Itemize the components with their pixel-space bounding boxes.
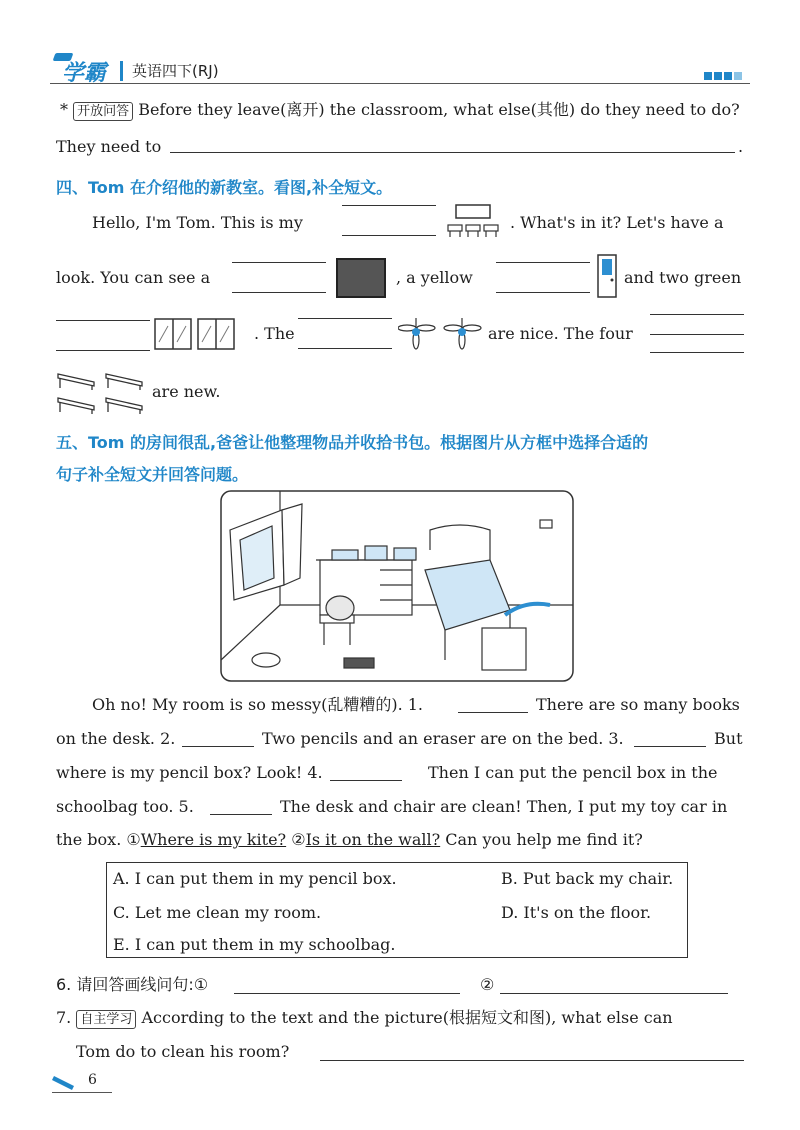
s5-text: Can you help me find it? [445,830,643,849]
option-e: E. I can put them in my schoolbag. [113,935,396,954]
desks-icon [54,366,148,416]
underlined-question-1: Where is my kite? [140,830,287,849]
s5-blank-5[interactable] [210,814,272,815]
underlined-question-2: Is it on the wall? [305,830,441,849]
pen-icon [52,1072,82,1092]
s5-text: There are so many books [536,695,740,714]
open-answer-prefix: They need to [56,137,162,156]
header [50,55,750,85]
s5-text: ② [291,830,306,849]
s4-blank-3e[interactable] [650,314,744,315]
s4-text: . The [254,324,295,343]
options-box [106,862,688,958]
q6-answer-1[interactable] [234,993,460,994]
s5-text: The desk and chair are clean! Then, I put my toy car in [280,797,728,816]
q6-answer-2[interactable] [500,993,728,994]
open-answer-end: . [738,137,744,156]
graduation-cap-icon [53,53,74,61]
section5-title-1: 五、Tom 的房间很乱,爸爸让他整理物品并收拾书包。根据图片从方框中选择合适的 [56,433,649,452]
messy-room-picture [220,490,574,682]
s4-blank-3c[interactable] [298,318,392,319]
q7-answer-line[interactable] [320,1060,744,1061]
s5-text: Two pencils and an eraser are on the bed. 3. [262,729,624,748]
q6-label-2: ② [480,975,495,994]
s5-blank-4[interactable] [330,780,402,781]
section5-title-2: 句子补全短文并回答问题。 [56,465,249,484]
s4-text: . What's in it? Let's have a [510,213,724,232]
blackboard-icon [336,258,386,298]
option-a: A. I can put them in my pencil box. [113,869,397,888]
s4-blank-1b[interactable] [342,235,436,236]
open-question-tag: 开放问答 [73,102,133,121]
open-question [60,100,740,121]
q7-number: 7. [56,1008,72,1027]
s4-blank-1a[interactable] [342,205,436,206]
s5-text: the box. ① [56,830,141,849]
s4-blank-3g[interactable] [650,352,744,353]
header-rule [50,83,750,84]
s4-blank-3d[interactable] [298,348,392,349]
footer-rule [52,1092,112,1093]
q7-line [56,1008,673,1029]
s5-text: on the desk. 2. [56,729,176,748]
s4-text: Hello, I'm Tom. This is my [92,213,303,232]
subject-label: 英语四下(RJ) [132,62,219,80]
window-icon [154,318,236,350]
door-icon [596,254,618,298]
s4-text: are new. [152,382,221,401]
section4-title: 四、Tom 在介绍他的新教室。看图,补全短文。 [56,178,393,197]
s5-text: But [714,729,743,748]
s4-blank-2a[interactable] [232,262,326,263]
classroom-icon [446,203,502,239]
q7-text: According to the text and the picture(根据短文和图), what else can [141,1008,673,1027]
s5-blank-2[interactable] [182,746,254,747]
option-b: B. Put back my chair. [501,869,674,888]
s4-blank-2c[interactable] [496,262,590,263]
s4-text: and two green [624,268,742,287]
open-question-text: Before they leave(离开) the classroom, what else(其他) do they need to do? [138,100,740,119]
q6-label: 6. 请回答画线问句:① [56,975,209,994]
fan-icon [398,316,484,352]
option-d: D. It's on the floor. [501,903,652,922]
s5-text: Then I can put the pencil box in the [428,763,718,782]
brand-logo: 学霸 [62,61,107,86]
s5-text: schoolbag too. 5. [56,797,194,816]
header-squares-icon [704,65,742,84]
header-divider [120,61,123,81]
q7-text-2: Tom do to clean his room? [76,1042,290,1061]
open-answer-line[interactable] [170,152,735,153]
s5-last-line [56,830,643,850]
s4-blank-2d[interactable] [496,292,590,293]
s5-text: where is my pencil box? Look! 4. [56,763,323,782]
s4-blank-3a[interactable] [56,320,150,321]
s4-text: are nice. The four [488,324,633,343]
s4-blank-3f[interactable] [650,334,744,335]
s4-text: look. You can see a [56,268,211,287]
s5-blank-1[interactable] [458,712,528,713]
s5-text: Oh no! My room is so messy(乱糟糟的). 1. [92,695,424,714]
s4-text: , a yellow [396,268,473,287]
page-number: 6 [88,1072,97,1088]
s4-blank-2b[interactable] [232,292,326,293]
option-c: C. Let me clean my room. [113,903,322,922]
s4-blank-3b[interactable] [56,350,150,351]
s5-blank-3[interactable] [634,746,706,747]
q7-tag: 自主学习 [76,1010,136,1029]
star-mark: * [60,100,68,119]
